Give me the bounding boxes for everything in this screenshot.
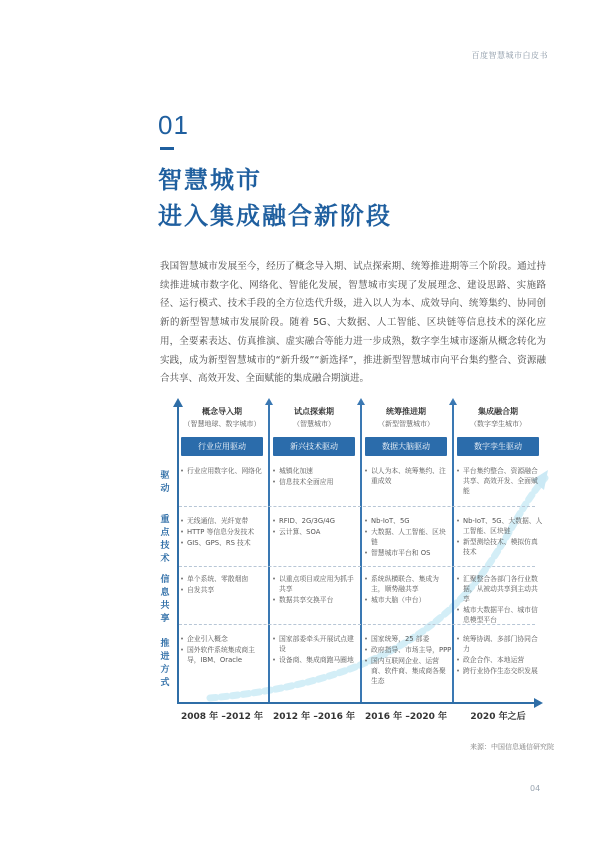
cell-item: • 信息技术全面应用 <box>272 477 360 487</box>
cell-approach <box>364 634 452 687</box>
row-label-approach: 推进方式 <box>160 639 170 688</box>
cell-item: • 跨行业协作生态交织发展 <box>456 666 544 676</box>
cell-item: • GIS、GPS、RS 技术 <box>180 538 268 548</box>
header-title: 百度智慧城市白皮书 <box>471 51 548 60</box>
column-divider-arrow <box>357 398 365 405</box>
section-title-line2: 进入集成融合新阶段 <box>158 202 392 230</box>
section-underline <box>160 147 174 150</box>
cell-sharing <box>272 574 360 606</box>
row-label-driver: 驱动 <box>160 471 170 494</box>
cell-item: • 国家统筹，25 部委 <box>364 634 452 644</box>
page-number: 04 <box>530 784 541 793</box>
cell-item: • HTTP 等信息分发技术 <box>180 527 268 537</box>
stage-header <box>268 406 360 429</box>
cell-sharing <box>180 574 268 596</box>
column-divider-arrow <box>449 398 457 405</box>
stage-name: 集成融合期 <box>478 407 518 416</box>
cell-technology <box>456 516 544 558</box>
cell-item: • 数据共享交换平台 <box>272 595 360 605</box>
stage-header <box>176 406 268 429</box>
cell-item: • 政企合作、本地运营 <box>456 655 544 665</box>
cell-item: • 智慧城市平台和 OS <box>364 548 452 558</box>
cell-item: • 城市大数据平台、城市信息模型平台 <box>456 605 544 625</box>
stage-header <box>360 406 452 429</box>
cell-item: • 大数据、人工智能、区块链 <box>364 527 452 547</box>
cell-item: • 新型测绘技术、模拟仿真技术 <box>456 537 544 557</box>
cell-item: • 以重点项目或应用为抓手共享 <box>272 574 360 594</box>
cell-item: • 设备商、集成商跑马圈地 <box>272 655 360 665</box>
row-label-technology: 重点技术 <box>160 515 170 564</box>
period-label: 2008 年 –2012 年 <box>181 712 263 722</box>
stage-name: 概念导入期 <box>202 407 242 416</box>
driver-badge: 新兴技术驱动 <box>273 437 355 456</box>
cell-item: • 以人为本、统筹集约、注重成效 <box>364 466 452 486</box>
cell-item: • 平台集约整合、资源融合共享、高效开发、全面赋能 <box>456 466 544 496</box>
x-axis-arrow <box>534 698 543 708</box>
source-note: 来源：中国信息通信研究院 <box>470 743 554 751</box>
cell-item: • 单个系统、零散烟囱 <box>180 574 268 584</box>
cell-approach <box>456 634 544 677</box>
cell-item: • 系统纵横联合、集成为主，顺势融共享 <box>364 574 452 594</box>
development-stage-diagram <box>150 398 550 728</box>
cell-approach <box>180 634 268 666</box>
cell-item: • 国内互联网企业、运营商、软件商、集成商各聚生态 <box>364 656 452 686</box>
cell-item: • 国家部委牵头开展试点建设 <box>272 634 360 654</box>
cell-item: • 统筹协调、多部门协同合力 <box>456 634 544 654</box>
intro-paragraph: 我国智慧城市发展至今，经历了概念导入期、试点探索期、统筹推进期等三个阶段。通过持续推进城市数字化、网络化、智能化发展，智慧城市实现了发展理念、建设思路、实施路径、运行模式、技术手段的全方位迭代升级，进入以人为本、成效导向、统筹集约、协同创新的新型智慧城市发展阶段。随着 5G、大数据、人工智能、区块链等信息技术的深化应用，全要素表达、仿真推演、虚实融合等能力进一步成熟，数字孪生城市逐渐从概念转化为实践，成为新型智慧城市的“新升级”“新选择”，推进新型智慧城市向平台集约整合、资源融合共享、高效开发、全面赋能的集成融合期演进。 <box>160 261 546 385</box>
y-axis <box>177 404 179 704</box>
cell-item: • 城市大脑（中台） <box>364 595 452 605</box>
cell-item: • Nb-IoT、5G <box>364 516 452 526</box>
column-divider-arrow <box>265 398 273 405</box>
stage-subtitle: （智慧城市） <box>293 420 335 428</box>
stage-subtitle: （智慧地球、数字城市） <box>183 420 261 428</box>
cell-item: • 政府指导、市场主导，PPP <box>364 645 452 655</box>
stage-subtitle: （新型智慧城市） <box>378 420 434 428</box>
cell-item: • 无线通信、光纤宽带 <box>180 516 268 526</box>
cell-driver <box>456 466 544 497</box>
cell-sharing <box>456 574 544 626</box>
cell-approach <box>272 634 360 666</box>
driver-badge: 数字孪生驱动 <box>457 437 539 456</box>
cell-technology <box>272 516 360 538</box>
cell-item: • RFID、2G/3G/4G <box>272 516 360 526</box>
cell-item: • 行业应用数字化、网络化 <box>180 466 268 476</box>
period-label: 2012 年 –2016 年 <box>273 712 355 722</box>
row-divider <box>179 566 535 567</box>
section-title-line1: 智慧城市 <box>158 166 262 194</box>
cell-item: • 企业引入概念 <box>180 634 268 644</box>
stage-header <box>452 406 544 429</box>
column-divider <box>452 404 454 702</box>
period-label: 2016 年 –2020 年 <box>365 712 447 722</box>
driver-badge: 行业应用驱动 <box>181 437 263 456</box>
cell-driver <box>272 466 360 488</box>
cell-item: • 国外软件系统集成商主导，IBM、Oracle <box>180 645 268 665</box>
cell-driver <box>180 466 268 477</box>
row-divider <box>179 506 535 507</box>
column-divider <box>360 404 362 702</box>
cell-item: • 汇聚整合各部门各行业数据，从被动共享到主动共享 <box>456 574 544 604</box>
cell-technology <box>180 516 268 549</box>
x-axis <box>177 702 535 704</box>
cell-item: • 城镇化加速 <box>272 466 360 476</box>
cell-driver <box>364 466 452 487</box>
stage-subtitle: （数字孪生城市） <box>470 420 526 428</box>
column-divider <box>268 404 270 702</box>
row-label-sharing: 信息共享 <box>160 575 170 624</box>
cell-sharing <box>364 574 452 606</box>
cell-item: • Nb-IoT、5G、大数据、人工智能、区块链 <box>456 516 544 536</box>
period-label: 2020 年之后 <box>470 712 526 722</box>
cell-item: • 云计算、SOA <box>272 527 360 537</box>
stage-name: 统筹推进期 <box>386 407 426 416</box>
section-number: 01 <box>158 110 189 140</box>
cell-technology <box>364 516 452 559</box>
driver-badge: 数据大脑驱动 <box>365 437 447 456</box>
cell-item: • 自发共享 <box>180 585 268 595</box>
stage-name: 试点探索期 <box>294 407 334 416</box>
